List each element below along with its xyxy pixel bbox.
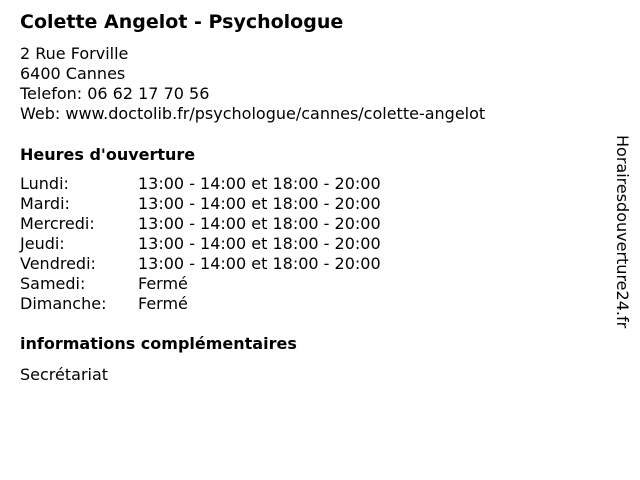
opening-hours-table	[20, 174, 381, 314]
site-watermark	[602, 135, 640, 345]
hours-row-wednesday	[20, 214, 381, 234]
phone-number: Telefon: 06 62 17 70 56	[20, 84, 210, 103]
hours-row-thursday	[20, 234, 381, 254]
watermark-text: Horairesdouverture24.fr	[613, 135, 632, 329]
day-label: Dimanche:	[20, 294, 107, 313]
hours-row-sunday	[20, 294, 381, 314]
additional-info-value: Secrétariat	[20, 365, 109, 384]
hours-row-monday	[20, 174, 381, 194]
day-hours: Fermé	[138, 274, 188, 293]
day-hours: 13:00 - 14:00 et 18:00 - 20:00	[138, 254, 381, 273]
day-label: Jeudi:	[20, 234, 65, 253]
day-hours: 13:00 - 14:00 et 18:00 - 20:00	[138, 174, 381, 193]
address-block	[20, 44, 485, 124]
hours-row-friday	[20, 254, 381, 274]
street-address: 2 Rue Forville	[20, 44, 129, 63]
day-hours: 13:00 - 14:00 et 18:00 - 20:00	[138, 234, 381, 253]
hours-row-saturday	[20, 274, 381, 294]
day-label: Samedi:	[20, 274, 86, 293]
day-label: Vendredi:	[20, 254, 96, 273]
day-label: Mardi:	[20, 194, 70, 213]
day-hours: 13:00 - 14:00 et 18:00 - 20:00	[138, 214, 381, 233]
day-hours: 13:00 - 14:00 et 18:00 - 20:00	[138, 194, 381, 213]
opening-hours-heading: Heures d'ouverture	[20, 145, 196, 164]
day-hours: Fermé	[138, 294, 188, 313]
additional-info-heading: informations complémentaires	[20, 334, 297, 353]
website: Web: www.doctolib.fr/psychologue/cannes/colette-angelot	[20, 104, 486, 123]
hours-row-tuesday	[20, 194, 381, 214]
day-label: Mercredi:	[20, 214, 95, 233]
city: 6400 Cannes	[20, 64, 126, 83]
page-title: Colette Angelot - Psychologue	[20, 11, 344, 33]
day-label: Lundi:	[20, 174, 69, 193]
